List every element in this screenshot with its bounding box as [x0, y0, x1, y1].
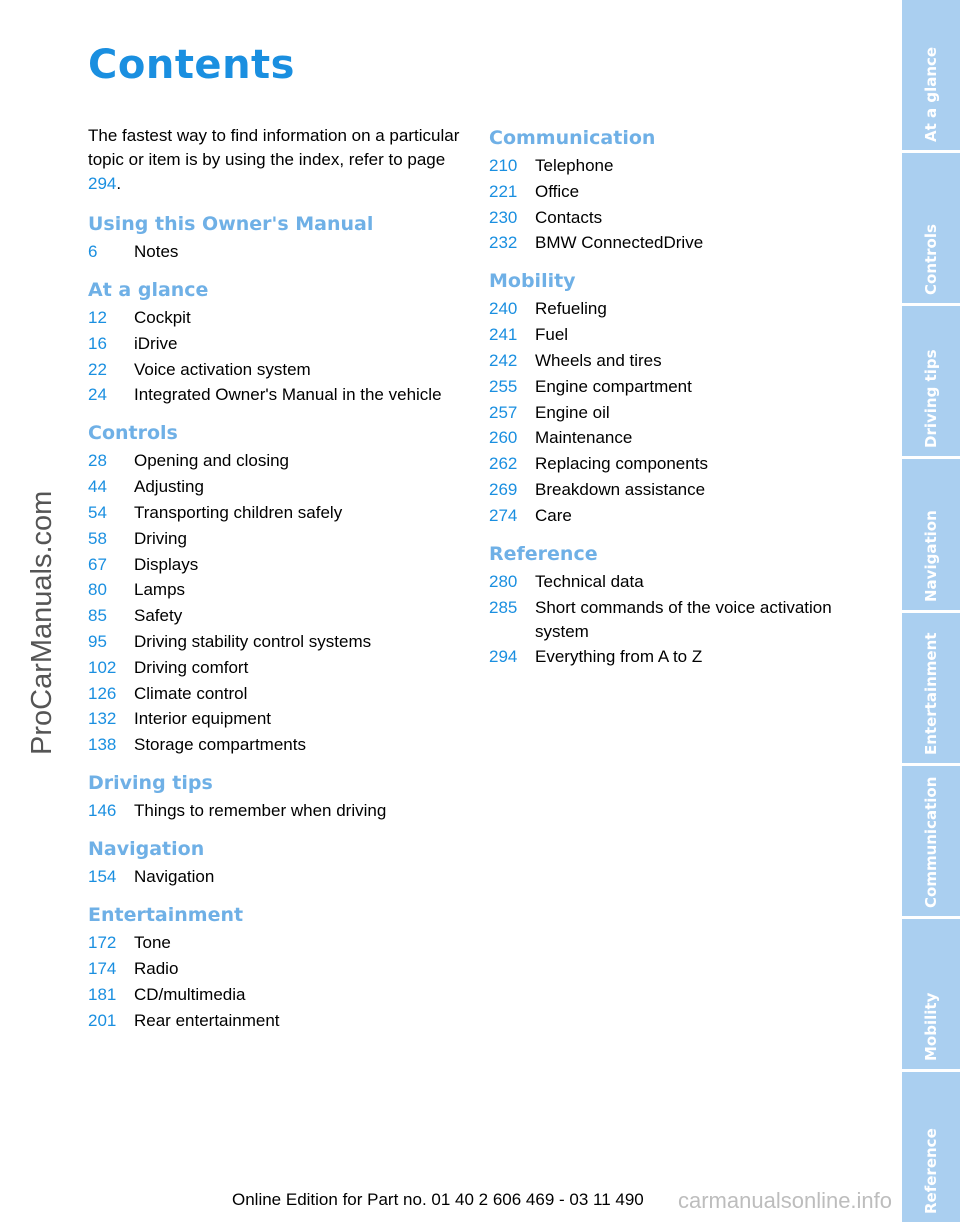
- toc-entry-label: Contacts: [535, 207, 603, 227]
- toc-entry[interactable]: [489, 645, 869, 669]
- toc-page-number[interactable]: 285: [489, 597, 518, 617]
- toc-entry[interactable]: [489, 596, 869, 644]
- toc-entry[interactable]: [489, 297, 869, 321]
- toc-page-number[interactable]: 126: [88, 683, 117, 703]
- toc-entry-label: Everything from A to Z: [535, 647, 703, 667]
- section-heading: Reference: [489, 542, 598, 565]
- toc-entry[interactable]: [88, 604, 468, 628]
- toc-entry-label: Interior equipment: [134, 709, 272, 729]
- toc-entry[interactable]: [489, 478, 869, 502]
- intro-paragraph: [88, 124, 468, 196]
- toc-page-number[interactable]: 16: [88, 333, 107, 353]
- toc-page-number[interactable]: 6: [88, 242, 98, 261]
- chapter-tab-entertainment[interactable]: [902, 613, 960, 763]
- toc-entry-label: Lamps: [134, 580, 186, 600]
- chapter-tab-label: Driving tips: [922, 349, 940, 449]
- toc-page-number[interactable]: 221: [489, 181, 518, 201]
- toc-entry[interactable]: [88, 501, 468, 525]
- toc-entry-label: Transporting children safely: [134, 502, 343, 522]
- toc-entry-label: Wheels and tires: [535, 350, 662, 370]
- left-sections: [88, 210, 468, 1033]
- section-heading: Mobility: [489, 270, 576, 293]
- chapter-tab-mobility[interactable]: [902, 919, 960, 1069]
- toc-entry[interactable]: [489, 231, 869, 255]
- toc-entry-label: Driving stability control systems: [134, 631, 372, 651]
- toc-page-number[interactable]: 154: [88, 867, 117, 887]
- section-heading: Communication: [489, 127, 656, 149]
- right-sections: [489, 124, 869, 669]
- chapter-tab-label: Communication: [922, 776, 940, 908]
- toc-entry[interactable]: [88, 578, 468, 602]
- chapter-tab-controls[interactable]: [902, 153, 960, 303]
- section-heading: Controls: [88, 422, 178, 445]
- toc-entry[interactable]: [489, 206, 869, 230]
- toc-entry-label: Radio: [134, 958, 179, 978]
- toc-entry[interactable]: [88, 865, 468, 889]
- chapter-tab-label: Mobility: [922, 992, 940, 1061]
- toc-entry[interactable]: [88, 799, 468, 823]
- toc-page-number[interactable]: 138: [88, 735, 117, 755]
- toc-page-number[interactable]: 24: [88, 385, 107, 405]
- toc-page-number[interactable]: 146: [88, 801, 117, 821]
- toc-section-using-this-owner-s-manual: [88, 210, 468, 264]
- toc-section-communication: [489, 124, 869, 255]
- toc-page-number[interactable]: 172: [88, 933, 117, 953]
- toc-page-number[interactable]: 269: [489, 479, 518, 499]
- chapter-tab-driving-tips[interactable]: [902, 306, 960, 456]
- toc-page-number[interactable]: 230: [489, 207, 518, 227]
- toc-entry-label: Breakdown assistance: [535, 479, 706, 499]
- toc-entry-label: Fuel: [535, 325, 569, 345]
- watermark-text: ProCarManuals.com: [26, 490, 58, 755]
- toc-page-number[interactable]: 260: [489, 428, 518, 448]
- toc-page-number[interactable]: 242: [489, 350, 518, 370]
- toc-entry-label: Cockpit: [134, 308, 191, 327]
- section-heading: At a glance: [88, 279, 209, 301]
- toc-page-number[interactable]: 274: [489, 505, 518, 525]
- intro-page-link[interactable]: 294: [88, 174, 117, 193]
- chapter-tab-communication[interactable]: [902, 766, 960, 916]
- toc-entry-label: Storage compartments: [134, 735, 306, 755]
- toc-entry-label: BMW ConnectedDrive: [535, 233, 704, 253]
- toc-page-number[interactable]: 201: [88, 1010, 117, 1030]
- toc-entry-label: Engine compartment: [535, 376, 692, 396]
- toc-entry-label: Integrated Owner's Manual in the vehicle: [134, 385, 442, 405]
- toc-entry[interactable]: [489, 401, 869, 425]
- toc-page-number[interactable]: 280: [489, 571, 518, 591]
- toc-entry[interactable]: [88, 733, 468, 757]
- chapter-tab-label: Entertainment: [922, 632, 940, 755]
- toc-entry[interactable]: [489, 154, 869, 178]
- toc-entry[interactable]: [88, 656, 468, 680]
- toc-section-at-a-glance: [88, 276, 468, 407]
- toc-page-number[interactable]: 210: [489, 156, 518, 175]
- toc-entry[interactable]: [88, 957, 468, 981]
- toc-entry-label: Driving comfort: [134, 657, 249, 677]
- footer-edition: Online Edition for Part no. 01 40 2 606 469 - 03 11 490: [232, 1190, 644, 1209]
- toc-entry-label: Engine oil: [535, 402, 610, 422]
- section-heading: Using this Owner's Manual: [88, 213, 374, 235]
- toc-entry-label: Tone: [134, 933, 171, 953]
- toc-entry[interactable]: [88, 630, 468, 654]
- section-heading: Navigation: [88, 838, 205, 861]
- toc-page-number[interactable]: 102: [88, 657, 117, 677]
- toc-entry-label: Adjusting: [134, 477, 204, 497]
- chapter-tab-label: Reference: [922, 1128, 940, 1214]
- toc-entry-label: Notes: [134, 242, 179, 261]
- toc-section-mobility: [489, 267, 869, 527]
- toc-section-controls: [88, 419, 468, 757]
- toc-page-number[interactable]: 240: [489, 299, 518, 319]
- toc-entry[interactable]: [88, 306, 468, 330]
- toc-page-number[interactable]: 95: [88, 631, 107, 651]
- toc-entry[interactable]: [489, 570, 869, 594]
- toc-page-number[interactable]: 54: [88, 502, 107, 522]
- toc-entry[interactable]: [489, 426, 869, 450]
- toc-entry-label: Care: [535, 505, 572, 525]
- toc-entry[interactable]: [88, 475, 468, 499]
- toc-page-number[interactable]: 174: [88, 958, 117, 978]
- toc-entry[interactable]: [88, 553, 468, 577]
- chapter-tab-label: At a glance: [922, 47, 940, 143]
- toc-entry[interactable]: [489, 504, 869, 528]
- toc-entry[interactable]: [88, 240, 468, 264]
- toc-section-entertainment: [88, 901, 468, 1032]
- toc-page-number[interactable]: 58: [88, 528, 107, 548]
- toc-entry-label: Driving: [134, 528, 187, 548]
- toc-entry[interactable]: [489, 323, 869, 347]
- toc-entry[interactable]: [88, 1009, 468, 1033]
- toc-page-number[interactable]: 232: [489, 233, 518, 253]
- toc-entry-label: Voice activation system: [134, 359, 311, 379]
- toc-page-number[interactable]: 181: [88, 984, 117, 1004]
- footer-logo: carmanualsonline.info: [678, 1188, 893, 1213]
- toc-entry-label: Maintenance: [535, 428, 633, 448]
- toc-entry[interactable]: [88, 527, 468, 551]
- toc-page-number[interactable]: 12: [88, 308, 107, 327]
- toc-entry-label: Replacing components: [535, 454, 708, 474]
- chapter-tab-sidebar: [902, 0, 960, 1222]
- toc-entry-label: CD/multimedia: [134, 984, 246, 1004]
- chapter-tab-label: Navigation: [922, 509, 940, 602]
- toc-entry[interactable]: [88, 383, 468, 407]
- toc-entry[interactable]: [88, 983, 468, 1007]
- toc-entry[interactable]: [88, 358, 468, 382]
- toc-entry-label: Telephone: [535, 156, 614, 175]
- toc-entry-label: Rear entertainment: [134, 1010, 280, 1030]
- toc-entry-label: Safety: [134, 606, 183, 626]
- toc-right-column: [489, 124, 869, 681]
- toc-entry-label: Office: [535, 181, 580, 201]
- toc-page-number[interactable]: 80: [88, 580, 107, 600]
- intro-end: .: [116, 174, 122, 193]
- intro-text: The fastest way to find information on a particular topic or item is by using the index, refer to page: [88, 126, 460, 169]
- toc-section-reference: [489, 540, 869, 670]
- toc-entry[interactable]: [88, 682, 468, 706]
- toc-page-number[interactable]: 255: [489, 376, 518, 396]
- toc-entry-label: Short commands of the voice activation system: [535, 597, 832, 641]
- toc-page-number[interactable]: 44: [88, 477, 107, 497]
- toc-page-number[interactable]: 22: [88, 359, 107, 379]
- toc-entry[interactable]: [489, 349, 869, 373]
- toc-page-number[interactable]: 241: [489, 325, 518, 345]
- toc-entry-label: Displays: [134, 554, 199, 574]
- chapter-tab-at-a-glance[interactable]: [902, 0, 960, 150]
- toc-page-number[interactable]: 28: [88, 451, 107, 471]
- toc-entry-label: iDrive: [134, 333, 178, 353]
- toc-page-number[interactable]: 132: [88, 709, 117, 729]
- toc-page-number[interactable]: 262: [489, 454, 518, 474]
- toc-entry[interactable]: [489, 180, 869, 204]
- toc-section-driving-tips: [88, 769, 468, 823]
- page-title: Contents: [88, 42, 295, 88]
- toc-page-number[interactable]: 85: [88, 606, 107, 626]
- section-heading: Entertainment: [88, 904, 244, 927]
- toc-page-number[interactable]: 294: [489, 647, 518, 667]
- toc-left-column: [88, 124, 468, 1045]
- toc-entry-label: Things to remember when driving: [134, 801, 387, 821]
- toc-page-number[interactable]: 257: [489, 402, 518, 422]
- toc-entry-label: Navigation: [134, 867, 215, 887]
- toc-entry-label: Climate control: [134, 683, 248, 703]
- toc-entry[interactable]: [88, 332, 468, 356]
- toc-entry[interactable]: [88, 707, 468, 731]
- toc-entry-label: Refueling: [535, 299, 607, 319]
- toc-entry[interactable]: [88, 449, 468, 473]
- chapter-tab-label: Controls: [922, 224, 940, 296]
- chapter-tab-reference[interactable]: [902, 1072, 960, 1222]
- toc-entry-label: Opening and closing: [134, 451, 290, 471]
- toc-section-navigation: [88, 835, 468, 889]
- toc-entry-label: Technical data: [535, 571, 644, 591]
- toc-entry[interactable]: [489, 452, 869, 476]
- toc-entry[interactable]: [88, 931, 468, 955]
- chapter-tab-navigation[interactable]: [902, 459, 960, 609]
- toc-entry[interactable]: [489, 375, 869, 399]
- section-heading: Driving tips: [88, 772, 213, 795]
- toc-page-number[interactable]: 67: [88, 554, 107, 574]
